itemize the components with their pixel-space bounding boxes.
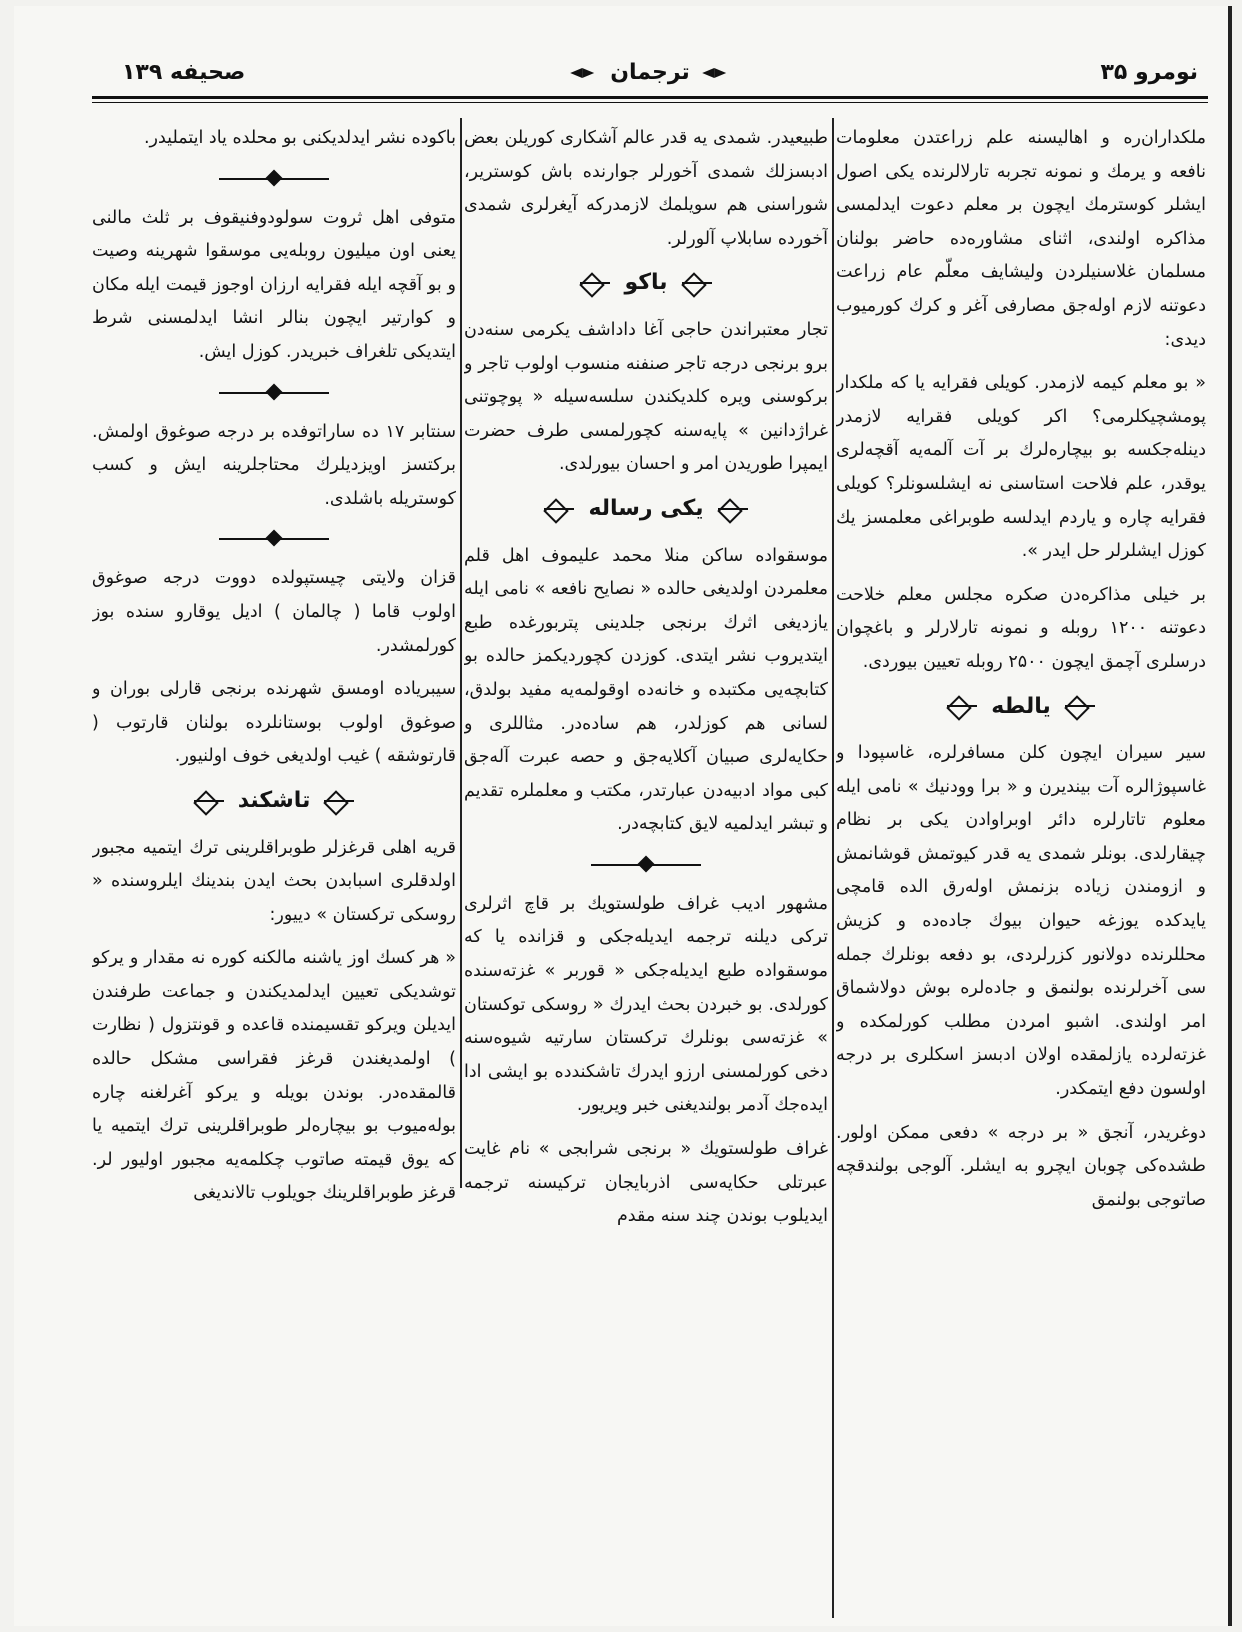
heading-ornament-icon: [947, 698, 977, 714]
article-paragraph: غراف طولستویك « برنجی شرابجی » نام غایت عبرتلی حکایه‌سی اذربایجان ترکیسنه ترجمه ایدیلوب بوندن چند سنه مقدم: [464, 1139, 828, 1227]
separator-diamond-icon: [266, 530, 283, 547]
heading-ornament-icon: [544, 501, 574, 517]
separator-diamond-icon: [266, 169, 283, 186]
section-heading-baku: [464, 266, 828, 300]
article-paragraph: دوغریدر، آنجق « بر درجه » دفعی ممکن اولور. طشده‌کی چوبان ایچرو به ایشلر. آلوجی بولندقچه صاتوجی بولنمق: [836, 1122, 1206, 1210]
article-paragraph: سیر سیران ایچون کلن مسافرلره، غاسپودا و غاسپوژالره آت بینديرن و « برا وودنیك » نامی ایله معلوم تاتارلره دائر اوبراوادن یکی بر نظام چیقارلدی. بونلر شمدی یه قدر کیوتمش قوشانمش و ازومندن زیاده بزنمش اوله‌رق الده قامچی یایدکده یوزغه حیوان بیوك جاده‌ده و کزیش محللرنده دولانور کزرلردی، بو دفعه بونلرك جمله سی آخرلرنده بولنمق و جاده‌لره بوش دولاشماق امر اولندی. اشبو امردن مطلب کورلمکده و غزته‌لرده یازلمقده اولان ادبسز اسکلری بر درجه اولسون دفع ایتمکدر.: [836, 743, 1206, 1100]
article-paragraph: سیبریاده اومسق شهرنده برنجی قارلی بوران و صوغوق اولوب بوستانلرده بولنان قارتوب ( قارتوشقه ) غیب اولدیغی خوف اولنیور.: [92, 679, 456, 767]
article-paragraph: موسقواده ساکن منلا محمد علیموف اهل قلم معلمردن اولدیغی حالده « نصایح نافعه » نامی ایله یازدیغی اثرك برنجی جلدینی پتربورغده طبع ایتدیروب نشر ایتدی. کوزدن کچوردیکمز حالده بو کتابچه‌یی مکتبده و خانه‌ده اوقولمه‌یه مفید بولدق، لسانی هم کوزلدر، هم ساده‌در. مثاللری و حکایه‌لری صبیان آکلایه‌جق و حصه عبرت آله‌جق کبی مواد ادبیه‌دن عبارتدر، مکتب و معلملره تقدیم و تبشر ایدلمیه لایق کتابچه‌در.: [464, 545, 828, 835]
section-heading-tashkent: [92, 784, 456, 818]
heading-text: تاشکند: [237, 787, 311, 813]
heading-text: یالطه: [991, 693, 1051, 719]
heading-ornament-icon: [324, 793, 354, 809]
section-separator: [92, 526, 456, 552]
heading-ornament-icon: [718, 501, 748, 517]
article-paragraph: باکوده نشر ایدلدیکنی بو محلده یاد ایتملیدر.: [143, 128, 456, 148]
heading-text: باکو: [624, 270, 668, 296]
right-column: [836, 122, 1206, 1622]
article-paragraph: طبیعیدر. شمدی یه قدر عالم آشکاری کوریلن بعض ادبسزلك شمدی آخورلر جوارنده باش کوستریر، شوراسنی هم سویلمك لازمدرکه آیغرلری شمدی آخورده سابلاپ آلورلر.: [464, 128, 828, 249]
header-rule-thin: [92, 102, 1208, 103]
title-ornament-left-icon: [570, 66, 598, 80]
heading-ornament-icon: [682, 275, 712, 291]
section-heading-new-booklet: [464, 492, 828, 526]
page-number: صحیفه ۱۳۹: [122, 60, 246, 85]
article-paragraph: مشهور ادیب غراف طولستویك بر قاچ اثرلری ترکی دیلنه ترجمه ایدیله‌جکی و قزانده یا که موسقواده طبع ایدیله‌جکی « قوربر » غزته‌سنده کورلدی. بو خبردن بحث ایدرك « روسکی توکستان » غزته‌سی بونلرك ترکستان سارتیه شیوه‌سنه دخی کورلمسنی ارزو ایدرك تاشکندده بو ایشی ادا ایده‌جك آدمر بولندیغنی خبر ویریور.: [464, 893, 828, 1116]
page-header: [92, 60, 1208, 100]
article-paragraph: قزان ولایتی چیستپولده دووت درجه صوغوق اولوب قاما ( چالمان ) ادیل یوقارو سنده بوز کورلمشدر.: [92, 568, 456, 656]
separator-diamond-icon: [638, 855, 655, 872]
heading-ornament-icon: [1065, 698, 1095, 714]
article-paragraph: بر خیلی مذاکره‌دن صکره مجلس معلم خلاحت دعوتنه ۱۲۰۰ روبله و نمونه تارلارلر و باغچوان درسلری آچمق ایچون ۲۵۰۰ روبله تعیین بیوردی.: [836, 584, 1206, 672]
newspaper-title: [570, 60, 730, 85]
newspaper-title-text: ترجمان: [610, 60, 690, 85]
article-paragraph: سنتابر ۱۷ ده ساراتوفده بر درجه صوغوق اولمش. برکتسز اویزدیلرك محتاجلرینه ایش و کسب کوستریله باشلدی.: [92, 421, 456, 509]
issue-number: نومرو ۳۵: [1100, 60, 1198, 85]
left-column: [92, 122, 456, 1622]
article-paragraph: « بو معلم کیمه لازمدر. کویلی فقرایه یا که ملکدار پومشچیکلرمی؟ اکر کویلی فقرایه لازمدر دینله‌جکسه بو بیچاره‌لرك بر آت آلمه‌یه آقچه‌لری یوقدر، علم فلاحت استاسنی نه ایشلسونلر؟ کویلی فقرایه چاره و یاردم ایدلسه طوبراغی معلمسز یك کوزل ایشلرلر حل ایدر ».: [836, 373, 1206, 562]
heading-text: یکی رساله: [588, 495, 704, 521]
section-separator: [92, 380, 456, 406]
column-divider-right: [832, 118, 834, 1618]
heading-ornament-icon: [580, 275, 610, 291]
section-separator: [92, 166, 456, 192]
heading-ornament-icon: [194, 793, 224, 809]
title-ornament-right-icon: [702, 66, 730, 80]
middle-column: [464, 122, 828, 1622]
section-heading-yalta: [836, 690, 1206, 724]
article-paragraph: ملکداران‌ره و اهالیسنه علم زراعتدن معلومات نافعه و یرمك و نمونه تجربه تارلالرنده یکی اصول ایشلر کوسترمك ایچون بر معلم دعوت ایدلمسی مذاکره اولندی، اثنای مشاوره‌ده حاضر بولنان مسلمان غلاسنیلردن ولیشایف معلّم عام زراعت دعوتنه لازم اوله‌جق مصارفی آغر و کرك کورمیوب دیدی:: [836, 128, 1206, 350]
separator-diamond-icon: [266, 383, 283, 400]
article-paragraph: « هر کسك اوز یاشنه مالکنه کوره نه مقدار و یرکو توشدیکی تعیین ایدلمدیکندن و جماعت طرفندن ایدیلن ویرکو تقسیمنده قاعده و قونتزول ( نظارت ) اولمدیغندن قرغز فقراسی مشکل حالده قالمقده‌در. بوندن بویله و یرکو آغرلغنه چاره بوله‌میوب بو بیچاره‌لر طوبراقلرینی ترك ایتمیه یا که یوق قیمته صاتوب چکلمه‌یه مجبور اولیور لر. قرغز طوبراقلرینك جویلوب تالاندیغی: [92, 948, 456, 1204]
article-paragraph: تجار معتبراندن حاجی آغا داداشف یکرمی سنه‌دن برو برنجی درجه تاجر صنفنه منسوب اولوب تاجر و برکوسنی ویره کلدیکندن سلسه‌سیله « پوچوتنی غراژدانین » پایه‌سنه کچورلمسی طرف حضرت ایمپرا طوریدن امر و احسان بیورلدی.: [464, 319, 828, 475]
header-rule: [92, 96, 1208, 99]
article-paragraph: قریه اهلی قرغزلر طوبراقلرینی ترك ایتمیه مجبور اولدقلری اسبابدن بحث ایدن بندینك ایلروسنده « روسکی ترکستان » دییور:: [92, 837, 456, 925]
article-paragraph: متوفی اهل ثروت سولودوفنیقوف بر ثلث مالنی یعنی اون میلیون روبله‌یی موسقوا شهرینه وصیت و بو آقچه ایله فقرایه ارزان اوجوز قیمت ایله مکان و کوارتیر ایچون بنالر انشا ایدلمسنی شرط ایتدیکی تلغراف خبریدر. کوزل ایش.: [92, 207, 456, 362]
section-separator: [464, 852, 828, 878]
column-divider-left: [460, 118, 462, 1188]
